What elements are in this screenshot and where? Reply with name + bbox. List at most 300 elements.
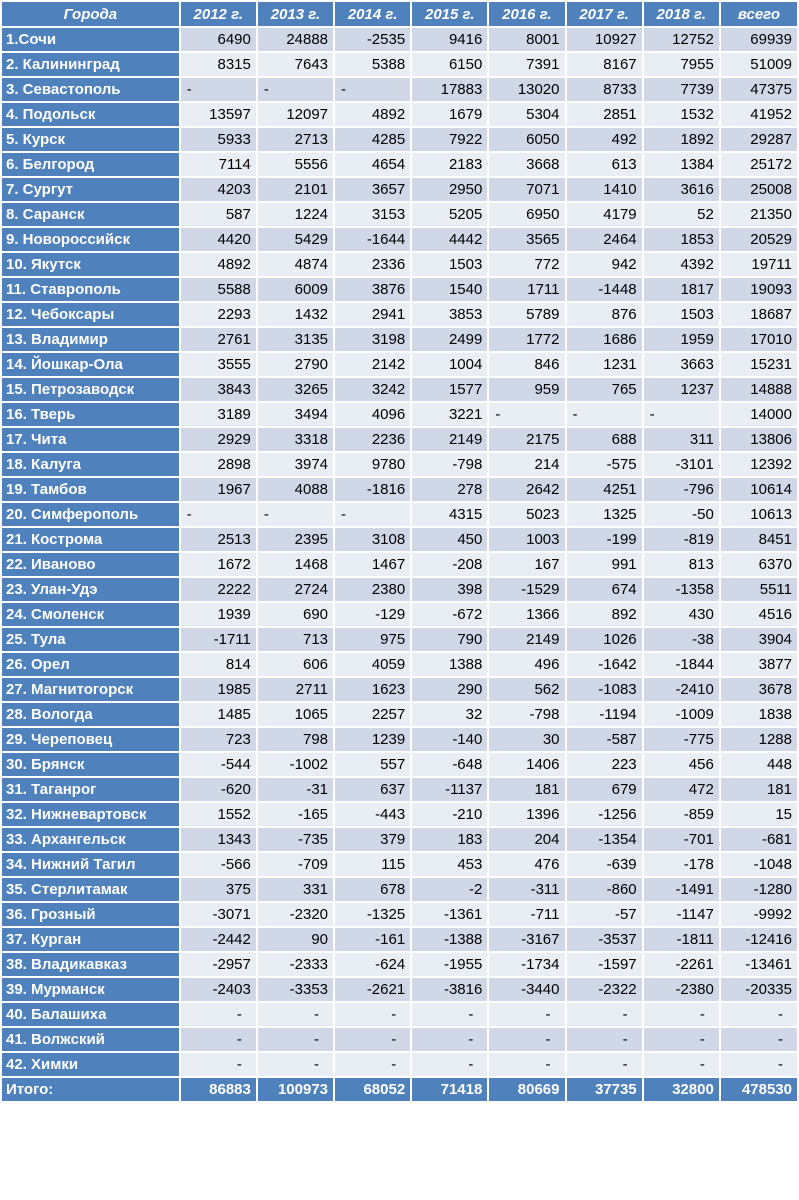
table-row [2,253,797,276]
value-cell: 4516 [721,603,797,626]
value-cell: -2322 [567,978,642,1001]
value-cell: 2257 [335,703,410,726]
value-cell: -575 [567,453,642,476]
value-cell: 3135 [258,328,333,351]
value-cell: 17010 [721,328,797,351]
value-cell: 557 [335,753,410,776]
value-cell: 4088 [258,478,333,501]
value-cell: 1224 [258,203,333,226]
value-cell: 1540 [412,278,487,301]
value-cell: -1955 [412,953,487,976]
value-cell: -1644 [335,228,410,251]
value-cell: 6050 [489,128,564,151]
table-row [2,678,797,701]
city-name: 42. Химки [2,1053,179,1076]
value-cell: 2142 [335,353,410,376]
value-cell: 688 [567,428,642,451]
value-cell: -648 [412,753,487,776]
value-cell: 1985 [181,678,256,701]
value-cell: -1816 [335,478,410,501]
table-row [2,928,797,951]
value-cell: -199 [567,528,642,551]
value-cell: 1432 [258,303,333,326]
value-cell: 2464 [567,228,642,251]
value-cell: 278 [412,478,487,501]
value-cell: 1396 [489,803,564,826]
table-row [2,153,797,176]
value-cell: 4096 [335,403,410,426]
value-cell: -672 [412,603,487,626]
value-cell: -1002 [258,753,333,776]
total-value-cell: 71418 [412,1078,487,1101]
value-cell: -2410 [644,678,719,701]
value-cell: 1711 [489,278,564,301]
value-cell: 5933 [181,128,256,151]
value-cell: -1711 [181,628,256,651]
value-cell: -798 [412,453,487,476]
value-cell: 1485 [181,703,256,726]
value-cell: 2761 [181,328,256,351]
value-cell: - [412,1003,487,1026]
city-name: 2. Калининград [2,53,179,76]
value-cell: 798 [258,728,333,751]
value-cell: -681 [721,828,797,851]
table-row [2,178,797,201]
value-cell: -50 [644,503,719,526]
value-cell: -1642 [567,653,642,676]
value-cell: 1817 [644,278,719,301]
value-cell: 19093 [721,278,797,301]
value-cell: 12392 [721,453,797,476]
value-cell: -13461 [721,953,797,976]
value-cell: 10614 [721,478,797,501]
value-cell: 69939 [721,28,797,51]
table-row [2,878,797,901]
value-cell: 476 [489,853,564,876]
value-cell: -2957 [181,953,256,976]
value-cell: - [644,403,719,426]
city-name: 19. Тамбов [2,478,179,501]
value-cell: 4420 [181,228,256,251]
value-cell: -709 [258,853,333,876]
value-cell: -2261 [644,953,719,976]
total-value-cell: 68052 [335,1078,410,1101]
value-cell: 331 [258,878,333,901]
value-cell: 2790 [258,353,333,376]
value-cell: 8001 [489,28,564,51]
value-cell: 17883 [412,78,487,101]
value-cell: 6009 [258,278,333,301]
value-cell: 25172 [721,153,797,176]
value-cell: 2642 [489,478,564,501]
value-cell: 1838 [721,703,797,726]
table-row [2,603,797,626]
city-name: 9. Новороссийск [2,228,179,251]
value-cell: 772 [489,253,564,276]
value-cell: -3816 [412,978,487,1001]
value-cell: 3668 [489,153,564,176]
table-row [2,728,797,751]
city-name: 37. Курган [2,928,179,951]
city-name: 30. Брянск [2,753,179,776]
value-cell: 2101 [258,178,333,201]
table-row [2,228,797,251]
city-name: 14. Йошкар-Ола [2,353,179,376]
value-cell: -544 [181,753,256,776]
value-cell: -1597 [567,953,642,976]
value-cell: -3167 [489,928,564,951]
value-cell: 3877 [721,653,797,676]
value-cell: -311 [489,878,564,901]
table-row [2,453,797,476]
city-name: 5. Курск [2,128,179,151]
value-cell: 562 [489,678,564,701]
value-cell: -2 [412,878,487,901]
value-cell: -208 [412,553,487,576]
value-cell: 3189 [181,403,256,426]
value-cell: 1503 [412,253,487,276]
value-cell: 3974 [258,453,333,476]
value-cell: -2403 [181,978,256,1001]
value-cell: 1366 [489,603,564,626]
value-cell: - [181,1003,256,1026]
value-cell: 13806 [721,428,797,451]
value-cell: 2336 [335,253,410,276]
value-cell: 375 [181,878,256,901]
table-row [2,328,797,351]
table-row [2,53,797,76]
value-cell: - [335,1003,410,1026]
value-cell: 7922 [412,128,487,151]
value-cell: 2711 [258,678,333,701]
value-cell: 5388 [335,53,410,76]
value-cell: 1003 [489,528,564,551]
value-cell: -3071 [181,903,256,926]
value-cell: -38 [644,628,719,651]
city-name: 29. Череповец [2,728,179,751]
column-header: всего [721,2,797,26]
value-cell: 2236 [335,428,410,451]
total-value-cell: 37735 [567,1078,642,1101]
table-row [2,778,797,801]
value-cell: 3663 [644,353,719,376]
city-name: 26. Орел [2,653,179,676]
value-cell: - [258,78,333,101]
value-cell: 5429 [258,228,333,251]
column-header: 2012 г. [181,2,256,26]
table-row [2,1053,797,1076]
city-name: 28. Вологда [2,703,179,726]
value-cell: 8451 [721,528,797,551]
table-row [2,28,797,51]
value-cell: 3221 [412,403,487,426]
value-cell: 1503 [644,303,719,326]
city-name: 35. Стерлитамак [2,878,179,901]
value-cell: 13020 [489,78,564,101]
value-cell: 1065 [258,703,333,726]
value-cell: - [258,1053,333,1076]
value-cell: 3876 [335,278,410,301]
value-cell: 3555 [181,353,256,376]
value-cell: - [181,1028,256,1051]
value-cell: 5304 [489,103,564,126]
value-cell: -798 [489,703,564,726]
value-cell: 1231 [567,353,642,376]
value-cell: 1772 [489,328,564,351]
table-row [2,828,797,851]
value-cell: 713 [258,628,333,651]
value-cell: 9416 [412,28,487,51]
value-cell: 3853 [412,303,487,326]
value-cell: - [258,1003,333,1026]
value-cell: 4392 [644,253,719,276]
city-name: 6. Белгород [2,153,179,176]
value-cell: 1686 [567,328,642,351]
value-cell: 1967 [181,478,256,501]
value-cell: - [335,1028,410,1051]
value-cell: -1256 [567,803,642,826]
table-row [2,903,797,926]
value-cell: 183 [412,828,487,851]
value-cell: -1354 [567,828,642,851]
value-cell: 3265 [258,378,333,401]
value-cell: -140 [412,728,487,751]
value-cell: 1343 [181,828,256,851]
total-value-cell: 100973 [258,1078,333,1101]
table-body [2,28,797,1101]
value-cell: -2442 [181,928,256,951]
value-cell: 6370 [721,553,797,576]
value-cell: 1384 [644,153,719,176]
table-row [2,953,797,976]
value-cell: 3153 [335,203,410,226]
value-cell: -624 [335,953,410,976]
value-cell: 30 [489,728,564,751]
table-row [2,303,797,326]
value-cell: 3565 [489,228,564,251]
value-cell: 204 [489,828,564,851]
total-value-cell: 80669 [489,1078,564,1101]
value-cell: -566 [181,853,256,876]
value-cell: 4179 [567,203,642,226]
city-name: 20. Симферополь [2,503,179,526]
table-row [2,278,797,301]
value-cell: -775 [644,728,719,751]
total-value-cell: 32800 [644,1078,719,1101]
value-cell: 2395 [258,528,333,551]
value-cell: 2513 [181,528,256,551]
value-cell: - [258,503,333,526]
value-cell: 2724 [258,578,333,601]
value-cell: 2950 [412,178,487,201]
value-cell: 613 [567,153,642,176]
value-cell: 1288 [721,728,797,751]
value-cell: 5511 [721,578,797,601]
value-cell: -2320 [258,903,333,926]
table-row [2,578,797,601]
column-header: 2013 г. [258,2,333,26]
value-cell: 311 [644,428,719,451]
value-cell: 975 [335,628,410,651]
value-cell: 790 [412,628,487,651]
value-cell: 7955 [644,53,719,76]
city-name: 15. Петрозаводск [2,378,179,401]
value-cell: - [412,1053,487,1076]
value-cell: -57 [567,903,642,926]
value-cell: 1406 [489,753,564,776]
value-cell: 3616 [644,178,719,201]
value-cell: 4874 [258,253,333,276]
value-cell: -1137 [412,778,487,801]
value-cell: 10927 [567,28,642,51]
value-cell: -1083 [567,678,642,701]
value-cell: 15231 [721,353,797,376]
header-row [2,2,797,26]
value-cell: 492 [567,128,642,151]
value-cell: 290 [412,678,487,701]
value-cell: 223 [567,753,642,776]
value-cell: 679 [567,778,642,801]
value-cell: 14000 [721,403,797,426]
value-cell: -165 [258,803,333,826]
value-cell: 90 [258,928,333,951]
value-cell: 1237 [644,378,719,401]
value-cell: 9780 [335,453,410,476]
value-cell: -1358 [644,578,719,601]
value-cell: 5556 [258,153,333,176]
value-cell: 214 [489,453,564,476]
value-cell: 814 [181,653,256,676]
value-cell: -3537 [567,928,642,951]
value-cell: 4285 [335,128,410,151]
value-cell: 496 [489,653,564,676]
value-cell: 398 [412,578,487,601]
value-cell: 453 [412,853,487,876]
table-row [2,103,797,126]
value-cell: 8733 [567,78,642,101]
table-row [2,528,797,551]
value-cell: 892 [567,603,642,626]
value-cell: - [644,1053,719,1076]
value-cell: 942 [567,253,642,276]
value-cell: - [181,78,256,101]
value-cell: 4442 [412,228,487,251]
value-cell: - [335,1053,410,1076]
table-row [2,403,797,426]
value-cell: 637 [335,778,410,801]
city-name: 33. Архангельск [2,828,179,851]
table-row [2,653,797,676]
value-cell: - [335,503,410,526]
column-header: 2017 г. [567,2,642,26]
table-row [2,1003,797,1026]
value-cell: 2851 [567,103,642,126]
value-cell: 1467 [335,553,410,576]
value-cell: 991 [567,553,642,576]
value-cell: 1388 [412,653,487,676]
city-name: 24. Смоленск [2,603,179,626]
value-cell: 181 [721,778,797,801]
value-cell: 41952 [721,103,797,126]
value-cell: 167 [489,553,564,576]
city-name: 17. Чита [2,428,179,451]
value-cell: -2380 [644,978,719,1001]
city-name: 32. Нижневартовск [2,803,179,826]
value-cell: 7391 [489,53,564,76]
value-cell: 4892 [335,103,410,126]
value-cell: 472 [644,778,719,801]
value-cell: 19711 [721,253,797,276]
value-cell: -178 [644,853,719,876]
value-cell: - [181,1053,256,1076]
value-cell: 1410 [567,178,642,201]
value-cell: - [489,403,564,426]
value-cell: -9992 [721,903,797,926]
table-row [2,753,797,776]
value-cell: 5588 [181,278,256,301]
total-label: Итого: [2,1078,179,1101]
value-cell: -1844 [644,653,719,676]
value-cell: 29287 [721,128,797,151]
value-cell: -1280 [721,878,797,901]
value-cell: - [721,1003,797,1026]
value-cell: 13597 [181,103,256,126]
city-name: 11. Ставрополь [2,278,179,301]
value-cell: 12097 [258,103,333,126]
value-cell: - [567,403,642,426]
value-cell: 18687 [721,303,797,326]
value-cell: 1026 [567,628,642,651]
value-cell: -3353 [258,978,333,1001]
city-name: 21. Кострома [2,528,179,551]
value-cell: 2941 [335,303,410,326]
value-cell: -860 [567,878,642,901]
value-cell: 1325 [567,503,642,526]
city-name: 38. Владикавказ [2,953,179,976]
city-name: 27. Магнитогорск [2,678,179,701]
value-cell: 3678 [721,678,797,701]
value-cell: 3657 [335,178,410,201]
value-cell: -20335 [721,978,797,1001]
value-cell: 8167 [567,53,642,76]
value-cell: 5023 [489,503,564,526]
value-cell: 3108 [335,528,410,551]
table-row [2,353,797,376]
value-cell: 51009 [721,53,797,76]
city-name: 22. Иваново [2,553,179,576]
value-cell: 2499 [412,328,487,351]
table-row [2,503,797,526]
value-cell: 587 [181,203,256,226]
value-cell: - [489,1003,564,1026]
value-cell: -639 [567,853,642,876]
value-cell: 52 [644,203,719,226]
value-cell: -210 [412,803,487,826]
table-row [2,78,797,101]
city-name: 41. Волжский [2,1028,179,1051]
value-cell: -1009 [644,703,719,726]
value-cell: -129 [335,603,410,626]
city-name: 18. Калуга [2,453,179,476]
table-row [2,128,797,151]
value-cell: 10613 [721,503,797,526]
value-cell: -31 [258,778,333,801]
value-cell: 765 [567,378,642,401]
city-name: 12. Чебоксары [2,303,179,326]
value-cell: 3494 [258,403,333,426]
value-cell: - [335,78,410,101]
city-name: 36. Грозный [2,903,179,926]
